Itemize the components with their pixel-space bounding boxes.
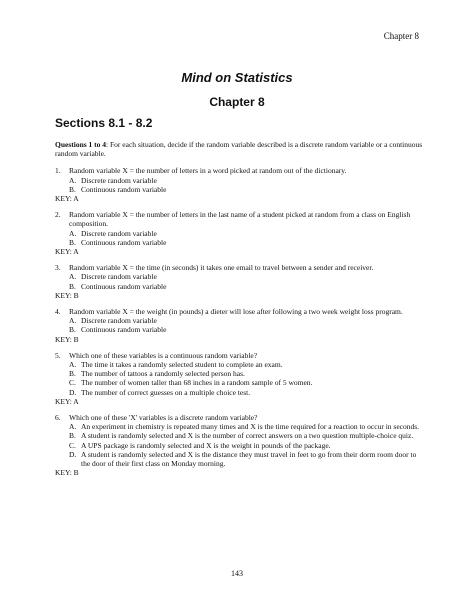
option-letter: B. bbox=[69, 281, 76, 291]
answer-option bbox=[69, 282, 425, 291]
option-text: Discrete random variable bbox=[81, 316, 157, 326]
question-number: 5. bbox=[55, 350, 61, 360]
option-text: A UPS package is randomly selected and X is the weight in pounds of the package. bbox=[81, 440, 331, 450]
option-letter: A. bbox=[69, 272, 77, 282]
question-stem: Random variable X = the number of letters in a word picked at random out of the dictionary. bbox=[69, 166, 347, 176]
answer-option bbox=[69, 378, 425, 387]
option-letter: A. bbox=[69, 175, 77, 185]
answer-option bbox=[69, 431, 425, 440]
answer-options bbox=[69, 316, 425, 334]
question-number: 2. bbox=[55, 210, 61, 220]
option-text: An experiment in chemistry is repeated many times and X is the time required for a reaction to occur in seconds. bbox=[81, 422, 420, 432]
answer-key: KEY: A bbox=[55, 194, 79, 204]
question-stem: Which one of these variables is a continuous random variable? bbox=[69, 350, 258, 360]
question-stem: Random variable X = the weight (in pounds) a dieter will lose after following a two week weight loss program. bbox=[69, 307, 403, 317]
question-stem: Random variable X = the time (in seconds) it takes one email to travel between a sender and receiver. bbox=[69, 263, 374, 273]
option-letter: A. bbox=[69, 360, 77, 370]
answer-option bbox=[69, 422, 425, 431]
option-letter: C. bbox=[69, 440, 76, 450]
question-item bbox=[55, 307, 425, 344]
question bbox=[55, 263, 425, 291]
question-number: 6. bbox=[55, 413, 61, 423]
running-head: Chapter 8 bbox=[383, 31, 419, 41]
question bbox=[55, 166, 425, 194]
question-item bbox=[55, 263, 425, 300]
option-letter: B. bbox=[69, 184, 76, 194]
question bbox=[55, 413, 425, 468]
chapter-heading: Chapter 8 bbox=[209, 95, 265, 109]
question-stem: Random variable X = the number of letters in the last name of a student picked at random from a class on English composition. bbox=[69, 210, 411, 229]
document-title: Mind on Statistics bbox=[181, 70, 293, 85]
option-letter: A. bbox=[69, 422, 77, 432]
answer-option bbox=[69, 238, 425, 247]
option-text: Discrete random variable bbox=[81, 228, 157, 238]
answer-option bbox=[69, 388, 425, 397]
option-letter: B. bbox=[69, 325, 76, 335]
answer-option bbox=[69, 316, 425, 325]
question-content bbox=[55, 140, 425, 485]
question-list bbox=[55, 166, 425, 477]
option-text: A student is randomly selected and X is the number of correct answers on a two question multiple-choice quiz. bbox=[81, 431, 414, 441]
answer-option bbox=[69, 176, 425, 185]
answer-key: KEY: A bbox=[55, 396, 79, 406]
answer-option bbox=[69, 450, 425, 468]
answer-key: KEY: B bbox=[55, 290, 79, 300]
answer-option bbox=[69, 272, 425, 281]
question-item bbox=[55, 166, 425, 203]
option-text: Continuous random variable bbox=[81, 184, 167, 194]
option-letter: D. bbox=[69, 387, 77, 397]
answer-option bbox=[69, 369, 425, 378]
answer-key: KEY: A bbox=[55, 247, 79, 257]
answer-key: KEY: B bbox=[55, 468, 79, 478]
answer-options bbox=[69, 176, 425, 194]
question-item bbox=[55, 210, 425, 256]
question-stem: Which one of these 'X' variables is a discrete random variable? bbox=[69, 413, 258, 423]
instructions-text: : For each situation, decide if the random variable described is a discrete random variable or a continuous random variable. bbox=[55, 140, 423, 159]
option-letter: B. bbox=[69, 369, 76, 379]
option-letter: C. bbox=[69, 378, 76, 388]
question bbox=[55, 351, 425, 397]
option-letter: B. bbox=[69, 237, 76, 247]
question-item bbox=[55, 351, 425, 406]
answer-option bbox=[69, 441, 425, 450]
option-text: Continuous random variable bbox=[81, 325, 167, 335]
option-text: Discrete random variable bbox=[81, 175, 157, 185]
question-number: 3. bbox=[55, 263, 61, 273]
option-text: The time it takes a randomly selected student to complete an exam. bbox=[81, 360, 283, 370]
instructions bbox=[55, 140, 425, 158]
answer-options bbox=[69, 360, 425, 397]
option-letter: A. bbox=[69, 316, 77, 326]
question-number: 1. bbox=[55, 166, 61, 176]
answer-option bbox=[69, 185, 425, 194]
question bbox=[55, 210, 425, 247]
answer-option bbox=[69, 325, 425, 334]
option-letter: D. bbox=[69, 449, 77, 459]
answer-options bbox=[69, 229, 425, 247]
option-text: Discrete random variable bbox=[81, 272, 157, 282]
question bbox=[55, 307, 425, 335]
option-text: The number of correct guesses on a multiple choice test. bbox=[81, 387, 251, 397]
option-text: The number of tattoos a randomly selected person has. bbox=[81, 369, 245, 379]
instructions-label: Questions 1 to 4 bbox=[55, 140, 107, 149]
answer-option bbox=[69, 360, 425, 369]
option-letter: A. bbox=[69, 228, 77, 238]
answer-options bbox=[69, 422, 425, 468]
answer-options bbox=[69, 272, 425, 290]
option-text: A student is randomly selected and X is the distance they must travel in feet to go from their dorm room door to the door of their first class on Monday morning. bbox=[81, 449, 417, 469]
option-text: Continuous random variable bbox=[81, 281, 167, 291]
section-heading: Sections 8.1 - 8.2 bbox=[55, 116, 153, 130]
answer-option bbox=[69, 229, 425, 238]
question-item bbox=[55, 413, 425, 477]
question-number: 4. bbox=[55, 307, 61, 317]
page-number: 143 bbox=[231, 569, 243, 578]
option-text: The number of women taller than 68 inches in a random sample of 5 women. bbox=[81, 378, 313, 388]
option-letter: B. bbox=[69, 431, 76, 441]
answer-key: KEY: B bbox=[55, 334, 79, 344]
option-text: Continuous random variable bbox=[81, 237, 167, 247]
